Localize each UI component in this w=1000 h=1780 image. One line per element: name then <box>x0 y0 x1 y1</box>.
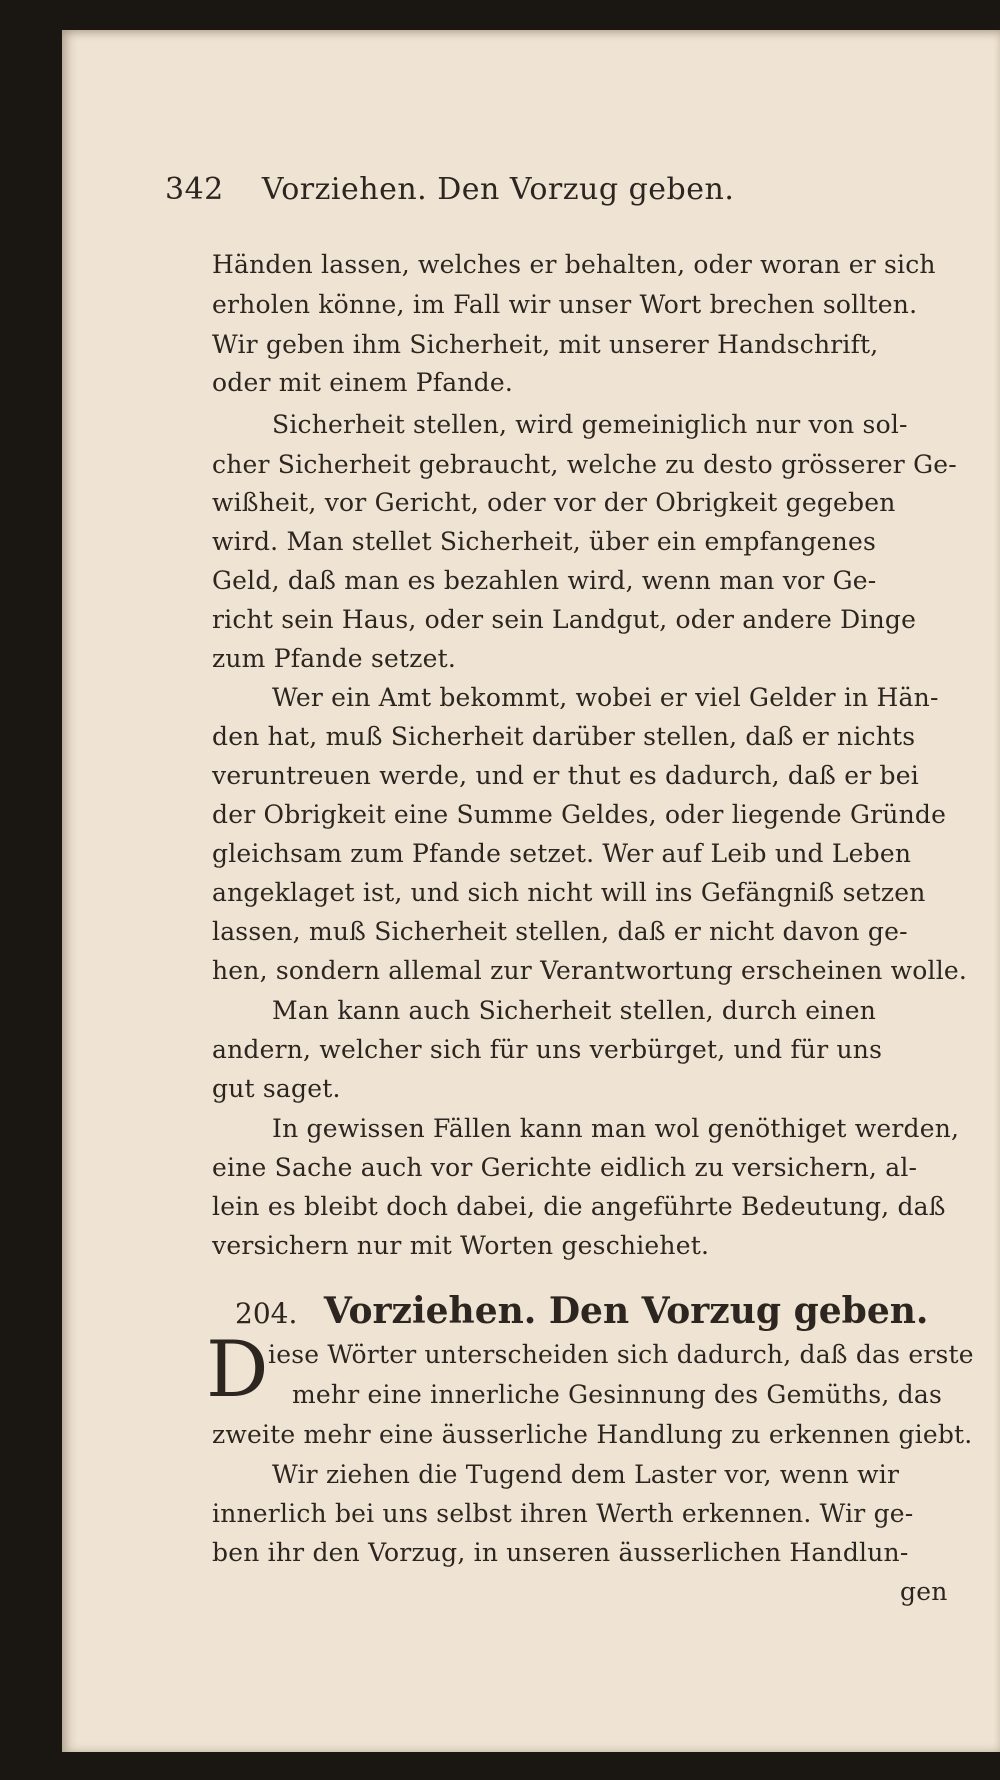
text-line: lein es bleibt doch dabei, die angeführte Bedeutung, daß <box>212 1192 946 1221</box>
text-line: iese Wörter unterscheiden sich dadurch, daß das erste <box>268 1340 974 1369</box>
text-line: lassen, muß Sicherheit stellen, daß er nicht davon ge- <box>212 917 908 946</box>
text-line: den hat, muß Sicherheit darüber stellen, daß er nichts <box>212 722 916 751</box>
header-title: Vorziehen. Den Vorzug geben. <box>261 172 735 207</box>
text-line: Wer ein Amt bekommt, wobei er viel Gelder in Hän- <box>272 683 939 712</box>
text-line: angeklaget ist, und sich nicht will ins Gefängniß setzen <box>212 878 926 907</box>
text-line: Man kann auch Sicherheit stellen, durch einen <box>272 996 877 1025</box>
running-header <box>165 172 734 207</box>
section-number: 204. <box>235 1297 298 1330</box>
text-line: Geld, daß man es bezahlen wird, wenn man vor Ge- <box>212 566 877 595</box>
text-line: Händen lassen, welches er behalten, oder woran er sich <box>212 250 936 279</box>
text-line: eine Sache auch vor Gerichte eidlich zu versichern, al- <box>212 1153 918 1182</box>
text-line: veruntreuen werde, und er thut es dadurch, daß er bei <box>212 761 919 790</box>
text-line: richt sein Haus, oder sein Landgut, oder andere Dinge <box>212 605 917 634</box>
text-line: hen, sondern allemal zur Verantwortung erscheinen wolle. <box>212 956 968 985</box>
text-line: der Obrigkeit eine Summe Geldes, oder liegende Gründe <box>212 800 947 829</box>
section-title: Vorziehen. Den Vorzug geben. <box>323 1290 929 1332</box>
drop-cap: D <box>206 1325 269 1415</box>
text-line: mehr eine innerliche Gesinnung des Gemüths, das <box>292 1380 943 1409</box>
text-line: Wir ziehen die Tugend dem Laster vor, wenn wir <box>272 1460 900 1489</box>
text-line: wißheit, vor Gericht, oder vor der Obrigkeit gegeben <box>212 488 896 517</box>
text-line: Sicherheit stellen, wird gemeiniglich nur von sol- <box>272 410 908 439</box>
text-line: Wir geben ihm Sicherheit, mit unserer Handschrift, <box>212 330 879 359</box>
text-line: gut saget. <box>212 1074 341 1103</box>
text-line: gleichsam zum Pfande setzet. Wer auf Leib und Leben <box>212 839 912 868</box>
page-number: 342 <box>165 172 224 207</box>
text-line: zum Pfande setzet. <box>212 644 456 673</box>
text-line: wird. Man stellet Sicherheit, über ein empfangenes <box>212 527 876 556</box>
text-line: versichern nur mit Worten geschiehet. <box>212 1231 710 1260</box>
text-line: oder mit einem Pfande. <box>212 368 514 397</box>
text-line: erholen könne, im Fall wir unser Wort brechen sollten. <box>212 290 918 319</box>
text-line: andern, welcher sich für uns verbürget, und für uns <box>212 1035 883 1064</box>
section-heading <box>235 1290 928 1332</box>
text-line: innerlich bei uns selbst ihren Werth erkennen. Wir ge- <box>212 1499 914 1528</box>
text-line: cher Sicherheit gebraucht, welche zu desto grösserer Ge- <box>212 450 957 479</box>
text-line: In gewissen Fällen kann man wol genöthiget werden, <box>272 1114 960 1143</box>
text-line: zweite mehr eine äusserliche Handlung zu erkennen giebt. <box>212 1420 973 1449</box>
catchword: gen <box>900 1577 948 1606</box>
text-line: ben ihr den Vorzug, in unseren äusserlichen Handlun- <box>212 1538 909 1567</box>
